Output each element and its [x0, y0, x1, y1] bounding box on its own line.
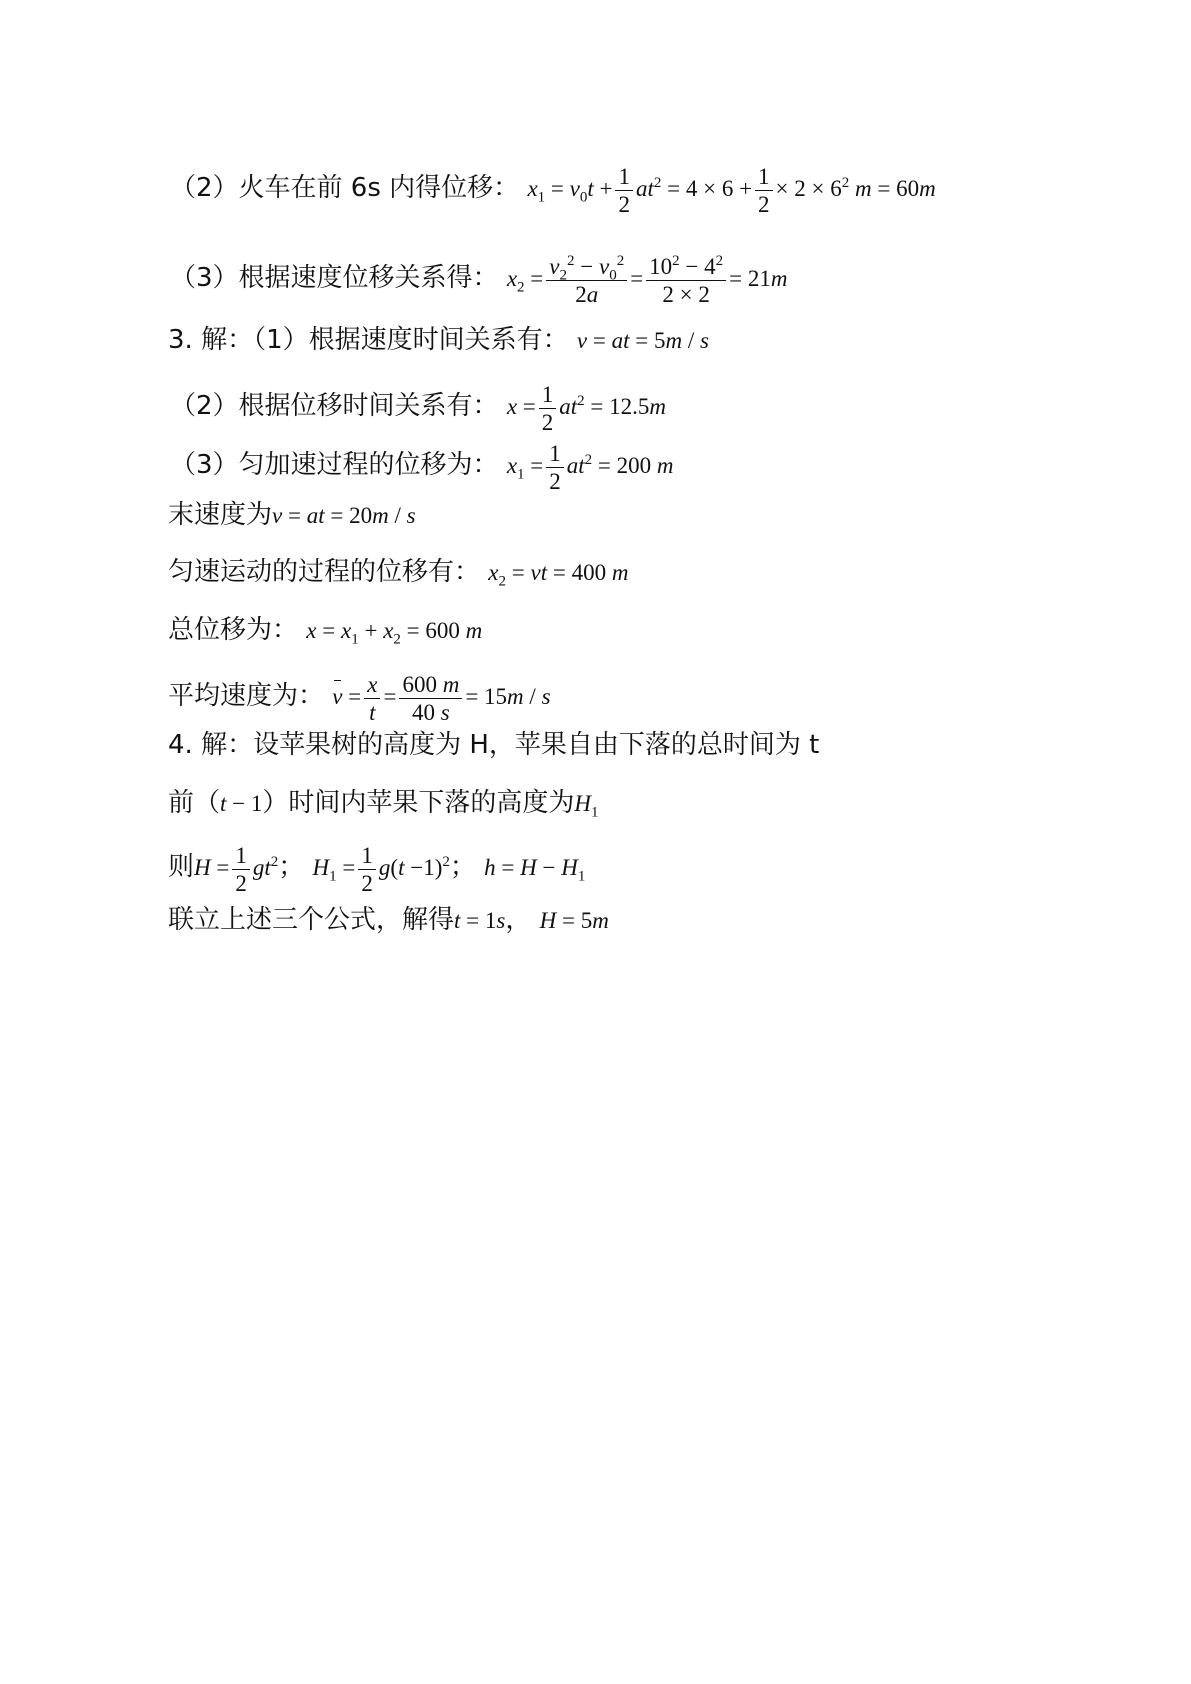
- formula-t-minus-1: t − 1: [220, 791, 263, 816]
- line-final-velocity: [168, 500, 416, 531]
- line-label: （3）根据速度位移关系得：: [170, 262, 499, 293]
- line-average-velocity: [168, 671, 551, 726]
- line-q4-setup: [168, 730, 819, 760]
- formula-x1-displacement: $x_1 = v_0t$ + $\frac{1}{2}$ $at^2 = 4 \times 6$ + $\frac{1}{2}$ × $2 \times 6^2$ m = 60m: [527, 164, 936, 217]
- formula-t-1s: t = 1s: [454, 908, 506, 933]
- line-label: 4. 解：设苹果树的高度为 H，苹果自由下落的总时间为 t: [168, 730, 820, 760]
- formula-H1-equation: $H_1$ = $\frac{1}{2}$ $g(t -1)^2$: [312, 843, 450, 896]
- line-uniform-motion: [168, 557, 628, 588]
- line-label: （2）火车在前 6s 内得位移：: [170, 172, 520, 203]
- formula-H1: $H_1$: [574, 791, 599, 821]
- fraction-half: $\frac{1}{2}$: [546, 440, 564, 495]
- fraction-half: $\frac{1}{2}$: [539, 381, 557, 436]
- formula-average-velocity: v = $\frac{x}{t}$ = $\frac{600 m}{40 s}$ = 15m / s: [332, 672, 551, 725]
- line-label: （3）匀加速过程的位移为：: [170, 449, 499, 480]
- line-total-displacement: [168, 615, 482, 646]
- fraction-half: $\frac{1}{2}$: [358, 842, 376, 897]
- line-label: 末速度为: [168, 500, 273, 530]
- line-q3-velocity-time: [168, 325, 709, 356]
- fraction-velocity-squared: $\frac{v_2^2 - v_0^2}{2a}$: [546, 253, 627, 308]
- formula-x2-displacement: $x_2$ = $\frac{v_2^2 - v_0^2}{2a}$ = $\frac{10^2 - 4^2}{2 \times 2}$ = 21m: [506, 253, 788, 307]
- line-label: 平均速度为：: [168, 680, 325, 711]
- line-label: 3. 解：（1）根据速度时间关系有：: [168, 325, 569, 355]
- formula-H-half-gt2: H = $\frac{1}{2}$ $gt^2$: [194, 843, 279, 896]
- line-solution: [168, 905, 609, 936]
- line-displacement-time: [170, 381, 666, 436]
- formula-v-20: v = at = 20m / s: [272, 503, 416, 528]
- fraction-600-over-40: $\frac{600 m}{40 s}$: [399, 671, 462, 726]
- line-label: 总位移为：: [168, 615, 299, 645]
- formula-v-at: v = at = 5m / s: [576, 328, 709, 353]
- fraction-x-over-t: $\frac{x}{t}$: [364, 671, 380, 726]
- line-label-mid: ）时间内苹果下落的高度为: [262, 788, 575, 818]
- formula-h-difference: $h = H - H_1$: [484, 854, 586, 885]
- separator: ；: [449, 851, 476, 882]
- fraction-numeric: $\frac{10^2 - 4^2}{2 \times 2}$: [646, 253, 726, 308]
- line-fall-height-before: [168, 788, 599, 819]
- line-label: 匀速运动的过程的位移有：: [168, 557, 481, 587]
- formula-H-5m: H = 5m: [539, 908, 609, 933]
- formula-x-half-at2: x = $\frac{1}{2}$ $at^2 = 12.5m$: [506, 382, 667, 435]
- fraction-half: $\frac{1}{2}$: [615, 163, 633, 218]
- line-label: 前（: [168, 788, 221, 818]
- formula-x2-vt: $x_2$ = vt = 400 m: [488, 560, 629, 590]
- line-acceleration-phase: [170, 440, 674, 495]
- line-train-displacement-6s: [170, 163, 936, 218]
- formula-x1-200m: $x_1$ = $\frac{1}{2}$ $at^2 = 200$ m: [506, 441, 674, 494]
- line-label: 联立上述三个公式，解得: [168, 905, 455, 935]
- separator: ；: [278, 851, 305, 882]
- line-label: 则: [168, 851, 195, 882]
- line-velocity-displacement-relation: [170, 253, 788, 308]
- formula-x-total: $x = x_1 + x_2 = 600$ m: [306, 618, 483, 648]
- line-label: （2）根据位移时间关系有：: [170, 390, 499, 421]
- line-fall-equations: [168, 842, 585, 897]
- fraction-half: $\frac{1}{2}$: [755, 163, 773, 218]
- fraction-half: $\frac{1}{2}$: [232, 842, 250, 897]
- separator: ，: [505, 905, 532, 935]
